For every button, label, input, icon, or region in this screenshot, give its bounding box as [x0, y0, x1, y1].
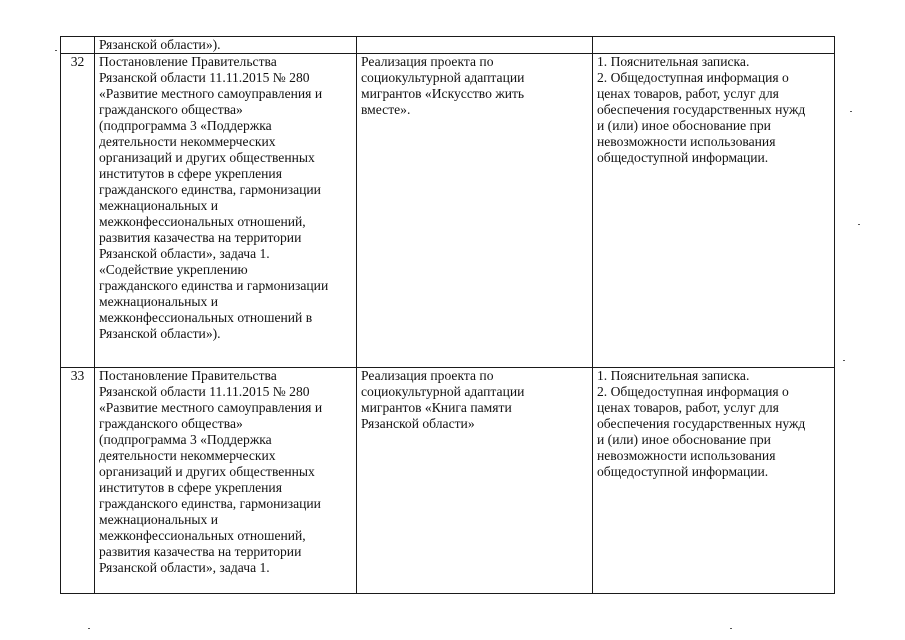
text-line: 1. Пояснительная записка.	[597, 54, 750, 69]
legal-basis-cell	[95, 368, 357, 594]
text-line: межнациональных и	[99, 198, 218, 213]
scan-speck	[850, 111, 852, 112]
text-line: «Развитие местного самоуправления и	[99, 400, 323, 415]
text-line: 2. Общедоступная информация о	[597, 384, 789, 399]
text-line: межконфессиональных отношений,	[99, 214, 306, 229]
legal-basis-cell	[95, 54, 357, 368]
text-line: межнациональных и	[99, 294, 218, 309]
text-line: организаций и других общественных	[99, 464, 315, 479]
text-line: «Развитие местного самоуправления и	[99, 86, 323, 101]
text-line: Постановление Правительства	[99, 368, 277, 383]
text-line: Рязанской области»).	[99, 37, 221, 52]
text-line: Рязанской области», задача 1.	[99, 246, 270, 261]
text-line: социокультурной адаптации	[361, 70, 525, 85]
text-line: (подпрограмма 3 «Поддержка	[99, 118, 272, 133]
text-line: межконфессиональных отношений,	[99, 528, 306, 543]
text-line: обеспечения государственных нужд	[597, 416, 806, 431]
row-number: 32	[70, 54, 85, 69]
text-line: развития казачества на территории	[99, 544, 302, 559]
text-line: деятельности некоммерческих	[99, 448, 276, 463]
text-line: мигрантов «Искусство жить	[361, 86, 525, 101]
table-row	[61, 37, 835, 54]
text-line: невозможности использования	[597, 448, 776, 463]
event-name-cell	[357, 37, 593, 54]
documents-cell	[593, 54, 835, 368]
text-line: общедоступной информации.	[597, 150, 769, 165]
scan-speck	[858, 224, 860, 225]
table-body	[61, 37, 835, 594]
text-line: ценах товаров, работ, услуг для	[597, 86, 779, 101]
table-row	[61, 54, 835, 368]
table-row	[61, 368, 835, 594]
scan-speck	[88, 628, 90, 629]
text-line: гражданского общества»	[99, 416, 243, 431]
text-line: обеспечения государственных нужд	[597, 102, 806, 117]
row-number-cell	[61, 368, 95, 594]
row-number-cell	[61, 54, 95, 368]
text-line: Рязанской области»	[361, 416, 475, 431]
legal-basis-cell	[95, 37, 357, 54]
text-line: межконфессиональных отношений в	[99, 310, 313, 325]
scan-speck	[730, 628, 732, 629]
text-line: Реализация проекта по	[361, 368, 494, 383]
text-line: Постановление Правительства	[99, 54, 277, 69]
text-line: общедоступной информации.	[597, 464, 769, 479]
text-line: развития казачества на территории	[99, 230, 302, 245]
text-line: мигрантов «Книга памяти	[361, 400, 512, 415]
text-line: социокультурной адаптации	[361, 384, 525, 399]
text-line: деятельности некоммерческих	[99, 134, 276, 149]
text-line: 1. Пояснительная записка.	[597, 368, 750, 383]
document-table	[60, 36, 835, 594]
text-line: Рязанской области»).	[99, 326, 221, 341]
text-line: ценах товаров, работ, услуг для	[597, 400, 779, 415]
text-line: институтов в сфере укрепления	[99, 166, 282, 181]
text-line: гражданского единства и гармонизации	[99, 278, 329, 293]
text-line: и (или) иное обоснование при	[597, 118, 771, 133]
documents-cell	[593, 368, 835, 594]
text-line: вместе».	[361, 102, 411, 117]
text-line: гражданского единства, гармонизации	[99, 496, 321, 511]
text-line: 2. Общедоступная информация о	[597, 70, 789, 85]
scan-speck	[843, 360, 845, 361]
event-name-cell	[357, 368, 593, 594]
row-number-cell	[61, 37, 95, 54]
text-line: Реализация проекта по	[361, 54, 494, 69]
text-line: Рязанской области 11.11.2015 № 280	[99, 384, 310, 399]
text-line: «Содействие укреплению	[99, 262, 248, 277]
text-line: невозможности использования	[597, 134, 776, 149]
text-line: Рязанской области», задача 1.	[99, 560, 270, 575]
scan-speck	[55, 50, 57, 51]
text-line: институтов в сфере укрепления	[99, 480, 282, 495]
text-line: (подпрограмма 3 «Поддержка	[99, 432, 272, 447]
text-line: гражданского общества»	[99, 102, 243, 117]
documents-cell	[593, 37, 835, 54]
text-line: гражданского единства, гармонизации	[99, 182, 321, 197]
text-line: межнациональных и	[99, 512, 218, 527]
row-number: 33	[70, 368, 85, 383]
text-line: организаций и других общественных	[99, 150, 315, 165]
text-line: и (или) иное обоснование при	[597, 432, 771, 447]
text-line: Рязанской области 11.11.2015 № 280	[99, 70, 310, 85]
event-name-cell	[357, 54, 593, 368]
